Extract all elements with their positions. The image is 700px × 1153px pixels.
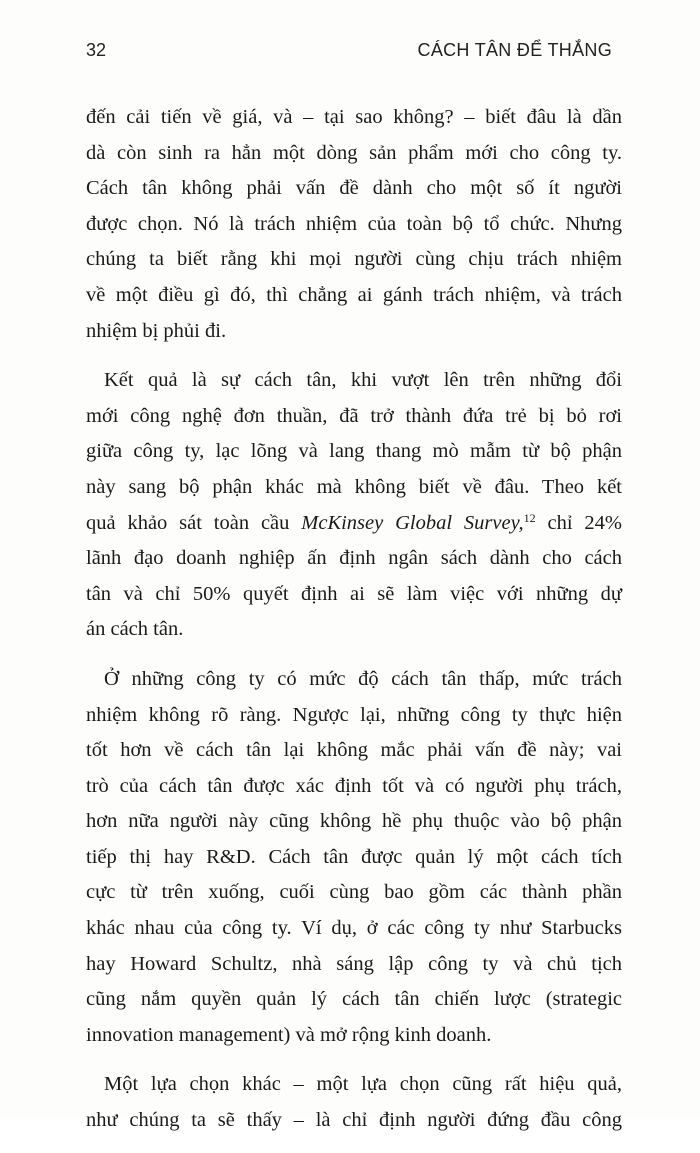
text-line-last: án cách tân. <box>86 618 184 641</box>
text-line: khác nhau của công ty. Ví dụ, ở các công ty như Starbucks <box>86 917 622 940</box>
text-line: giữa công ty, lạc lõng và lang thang mò mẫm từ bộ phận <box>86 440 622 463</box>
text-line: lãnh đạo doanh nghiệp ấn định ngân sách dành cho cách <box>86 547 622 570</box>
page-header <box>86 40 612 64</box>
text-line: nhiệm không rõ ràng. Ngược lại, những công ty thực hiện <box>86 703 622 726</box>
text-line: chúng ta biết rằng khi mọi người cùng chịu trách nhiệm <box>86 248 622 271</box>
text-line: dà còn sinh ra hẳn một dòng sản phẩm mới cho công ty. <box>86 141 622 164</box>
text-line-with-citation <box>86 506 622 542</box>
text-line: tân và chỉ 50% quyết định ai sẽ làm việc với những dự <box>86 582 622 605</box>
text-line: này sang bộ phận khác mà không biết về đâu. Theo kết <box>86 475 622 498</box>
text-line: trò của cách tân được xác định tốt và có người phụ trách, <box>86 774 622 797</box>
text-line: cực từ trên xuống, cuối cùng bao gồm các thành phần <box>86 881 622 904</box>
text-line-last: innovation management) và mở rộng kinh doanh. <box>86 1023 492 1046</box>
text-line-last: nhiệm bị phủi đi. <box>86 319 227 342</box>
text-line: Một lựa chọn khác – một lựa chọn cũng rất hiệu quả, <box>104 1073 622 1096</box>
footnote-ref[interactable]: 12 <box>523 510 536 525</box>
text-segment: chỉ 24% <box>535 511 623 534</box>
paragraph-3 <box>86 662 622 1054</box>
text-line: tiếp thị hay R&D. Cách tân được quản lý một cách tích <box>86 845 622 868</box>
page-number: 32 <box>86 40 107 60</box>
text-segment: quả khảo sát toàn cầu <box>86 511 302 534</box>
text-line: Kết quả là sự cách tân, khi vượt lên trên những đổi <box>104 369 622 392</box>
body-text <box>86 100 622 1153</box>
text-line: cũng nắm quyền quản lý cách tân chiến lược (strategic <box>86 988 622 1011</box>
paragraph-2 <box>86 363 622 648</box>
text-line: đến cải tiến về giá, và – tại sao không? – biết đâu là dần <box>86 106 622 128</box>
text-line: Ở những công ty có mức độ cách tân thấp, mức trách <box>104 667 622 690</box>
text-line: về một điều gì đó, thì chẳng ai gánh trách nhiệm, và trách <box>86 283 622 306</box>
text-line: mới công nghệ đơn thuần, đã trở thành đứa trẻ bị bỏ rơi <box>86 404 622 427</box>
running-head: CÁCH TÂN ĐỂ THẮNG <box>417 40 612 60</box>
text-line: hơn nữa người này cũng không hề phụ thuộc vào bộ phận <box>86 810 622 833</box>
text-line: được chọn. Nó là trách nhiệm của toàn bộ tổ chức. Nhưng <box>86 212 622 235</box>
text-line: như chúng ta sẽ thấy – là chỉ định người đứng đầu công <box>86 1109 622 1132</box>
survey-name: McKinsey Global Survey, <box>301 511 524 534</box>
paragraph-4 <box>86 1067 622 1138</box>
text-line: tốt hơn về cách tân lại không mắc phải vấn đề này; vai <box>86 739 622 762</box>
paragraph-1 <box>86 100 622 349</box>
text-line: hay Howard Schultz, nhà sáng lập công ty và chủ tịch <box>86 952 622 975</box>
text-line: Cách tân không phải vấn đề dành cho một số ít người <box>86 177 622 200</box>
